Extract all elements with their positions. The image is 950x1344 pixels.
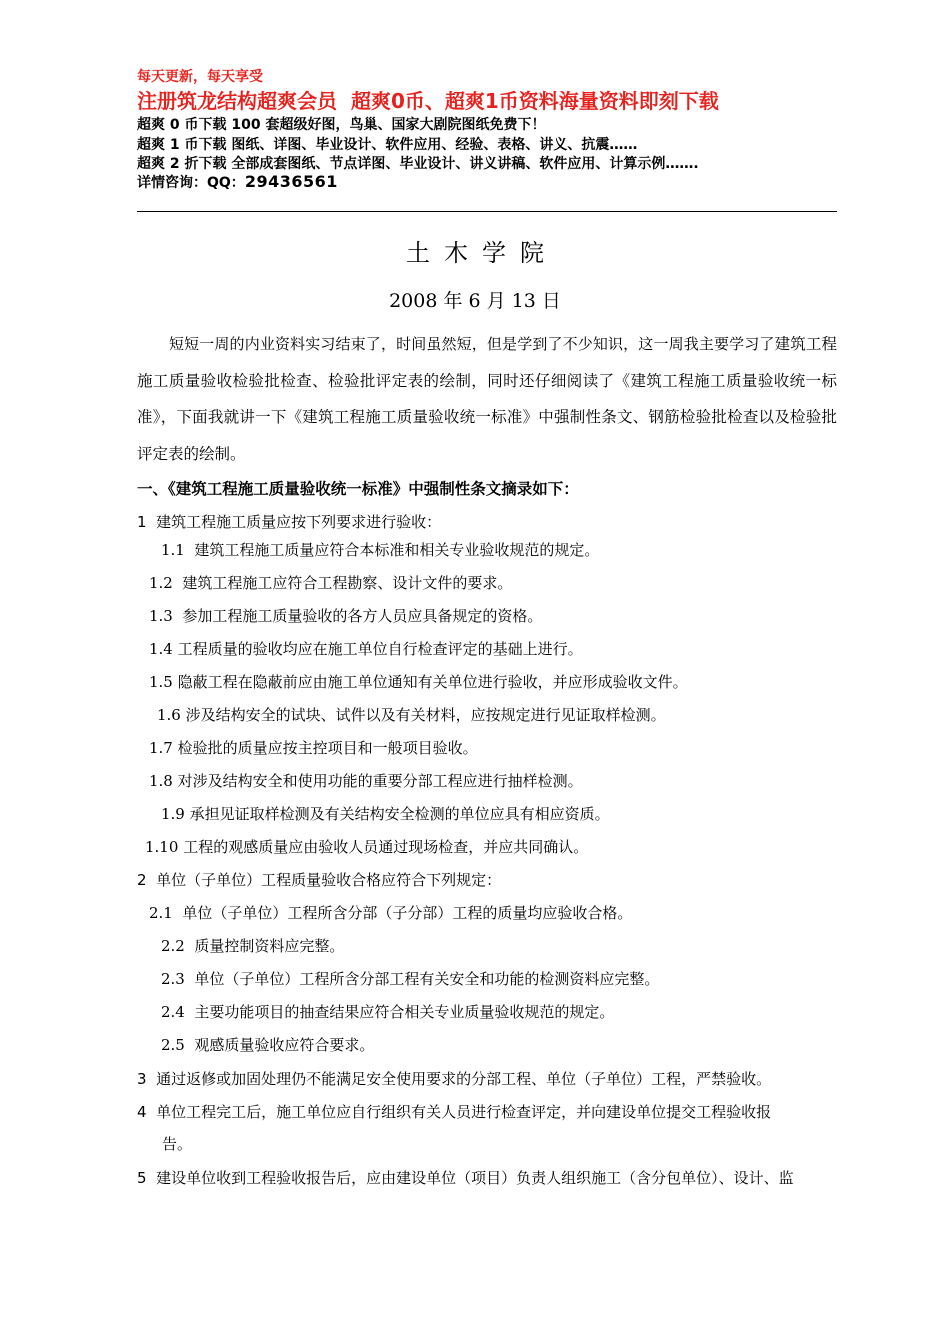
promo-coin-a-num: 0 xyxy=(390,89,405,113)
list-item xyxy=(157,704,666,725)
list-item xyxy=(161,935,344,956)
promo-line-register[interactable] xyxy=(137,85,719,114)
item-text: 质量控制资料应完整。 xyxy=(194,937,345,955)
item-number: 2.5 xyxy=(161,1036,185,1054)
item-text: 建设单位收到工程验收报告后，应由建设单位（项目）负责人组织施工（含分包单位）、设计、监 xyxy=(156,1169,794,1187)
promo-line-zero: 超爽 0 币下载 100 套超级好图，鸟巢、国家大剧院图纸免费下！ xyxy=(137,117,546,133)
item-number: 1.2 xyxy=(149,574,173,592)
item-number: 2 xyxy=(137,871,147,889)
list-item xyxy=(161,803,610,824)
promo-register-text: 注册筑龙结构超爽会员 xyxy=(137,89,337,113)
item-text: 通过返修或加固处理仍不能满足安全使用要求的分部工程、单位（子单位）工程，严禁验收。 xyxy=(156,1070,772,1088)
item-text: 工程的观感质量应由验收人员通过现场检查，并应共同确认。 xyxy=(183,838,589,856)
item-text: 单位（子单位）工程所含分部（子分部）工程的质量均应验收合格。 xyxy=(182,904,633,922)
list-item xyxy=(145,836,588,857)
promo-line-two: 超爽 2 折下载 全部成套图纸、节点详图、毕业设计、讲义讲稿、软件应用、计算示例……. xyxy=(137,156,699,172)
item-text: 参加工程施工质量验收的各方人员应具备规定的资格。 xyxy=(182,607,543,625)
document-date: 2008 年 6 月 13 日 xyxy=(389,290,561,312)
list-item xyxy=(149,605,542,626)
item-text: 建筑工程施工应符合工程勘察、设计文件的要求。 xyxy=(182,574,513,592)
item-number: 5 xyxy=(137,1169,147,1187)
item-text: 单位工程完工后，施工单位应自行组织有关人员进行检查评定，并向建设单位提交工程验收报 xyxy=(156,1103,772,1121)
promo-coin-a: 超爽 xyxy=(350,89,391,113)
item-text: 主要功能项目的抽查结果应符合相关专业质量验收规范的规定。 xyxy=(194,1003,615,1021)
list-item xyxy=(149,671,688,692)
item-number: 1.9 xyxy=(161,805,185,823)
item-text: 承担见证取样检测及有关结构安全检测的单位应具有相应资质。 xyxy=(189,805,610,823)
item-number: 1.8 xyxy=(149,772,173,790)
item-text: 观感质量验收应符合要求。 xyxy=(194,1036,375,1054)
item-text: 建筑工程施工质量应按下列要求进行验收： xyxy=(156,513,442,531)
item-number: 1.4 xyxy=(149,640,173,658)
promo-coin-b: 币、超爽 xyxy=(404,89,485,113)
promo-coin-b-num: 1 xyxy=(484,89,499,113)
item-number: 1.7 xyxy=(149,739,173,757)
item-text: 工程质量的验收均应在施工单位自行检查评定的基础上进行。 xyxy=(177,640,583,658)
list-item xyxy=(161,539,599,560)
header-divider xyxy=(137,211,837,212)
item-text: 涉及结构安全的试块、试件以及有关材料，应按规定进行见证取样检测。 xyxy=(185,706,666,724)
list-item xyxy=(137,1068,771,1089)
promo-line-one: 超爽 1 币下载 图纸、详图、毕业设计、软件应用、经验、表格、讲义、抗震…… xyxy=(137,137,638,153)
item-number: 1.1 xyxy=(161,541,185,559)
item-text: 单位（子单位）工程质量验收合格应符合下列规定： xyxy=(156,871,502,889)
contact-label: 详情咨询：QQ： xyxy=(137,175,245,191)
list-item xyxy=(137,511,441,532)
item-number: 4 xyxy=(137,1103,147,1121)
section-heading: 一、《建筑工程施工质量验收统一标准》中强制性条文摘录如下： xyxy=(137,480,579,498)
intro-paragraph xyxy=(137,326,837,472)
list-item xyxy=(137,869,501,890)
item-number: 2.1 xyxy=(149,904,173,922)
item-number: 1.5 xyxy=(149,673,173,691)
item-number: 2.2 xyxy=(161,937,185,955)
list-item xyxy=(161,1001,614,1022)
item-number: 1.3 xyxy=(149,607,173,625)
item-text: 对涉及结构安全和使用功能的重要分部工程应进行抽样检测。 xyxy=(177,772,583,790)
intro-rest: 建筑工程施工质量验收检验批检查、检验批评定表的绘制，同时还仔细阅读了《建筑工程施工质量验收统一标准》，下面我就讲一下《建筑工程施工质量验收统一标准》中强制性条文、钢筋检验批检查以及检验批评定表的绘制。 xyxy=(137,335,837,463)
list-item xyxy=(149,902,632,923)
list-item xyxy=(149,770,583,791)
list-item xyxy=(149,737,478,758)
item-text: 告。 xyxy=(162,1135,193,1153)
document-title: 土木学院 xyxy=(406,239,558,267)
list-item xyxy=(149,638,583,659)
item-number: 2.3 xyxy=(161,970,185,988)
promo-line-daily: 每天更新，每天享受 xyxy=(137,69,263,85)
item-number: 1.10 xyxy=(145,838,179,856)
item-number: 3 xyxy=(137,1070,147,1088)
contact-line xyxy=(137,172,338,192)
list-item-continuation xyxy=(162,1133,192,1154)
item-number: 1.6 xyxy=(157,706,181,724)
contact-qq[interactable]: 29436561 xyxy=(244,172,338,191)
list-item xyxy=(149,572,512,593)
item-number: 2.4 xyxy=(161,1003,185,1021)
list-item xyxy=(137,1101,771,1122)
intro-lead: 短短一周的内业资料实习结束了，时间虽然短，但是学到了不少知识，这一周我主要学习了 xyxy=(169,335,775,353)
list-item xyxy=(137,1167,794,1188)
item-text: 单位（子单位）工程所含分部工程有关安全和功能的检测资料应完整。 xyxy=(194,970,660,988)
item-text: 隐蔽工程在隐蔽前应由施工单位通知有关单位进行验收，并应形成验收文件。 xyxy=(177,673,688,691)
list-item xyxy=(161,1034,374,1055)
list-item xyxy=(161,968,659,989)
item-text: 建筑工程施工质量应符合本标准和相关专业验收规范的规定。 xyxy=(194,541,600,559)
item-text: 检验批的质量应按主控项目和一般项目验收。 xyxy=(177,739,478,757)
item-number: 1 xyxy=(137,513,147,531)
promo-download: 币资料海量资料即刻下载 xyxy=(498,89,719,113)
